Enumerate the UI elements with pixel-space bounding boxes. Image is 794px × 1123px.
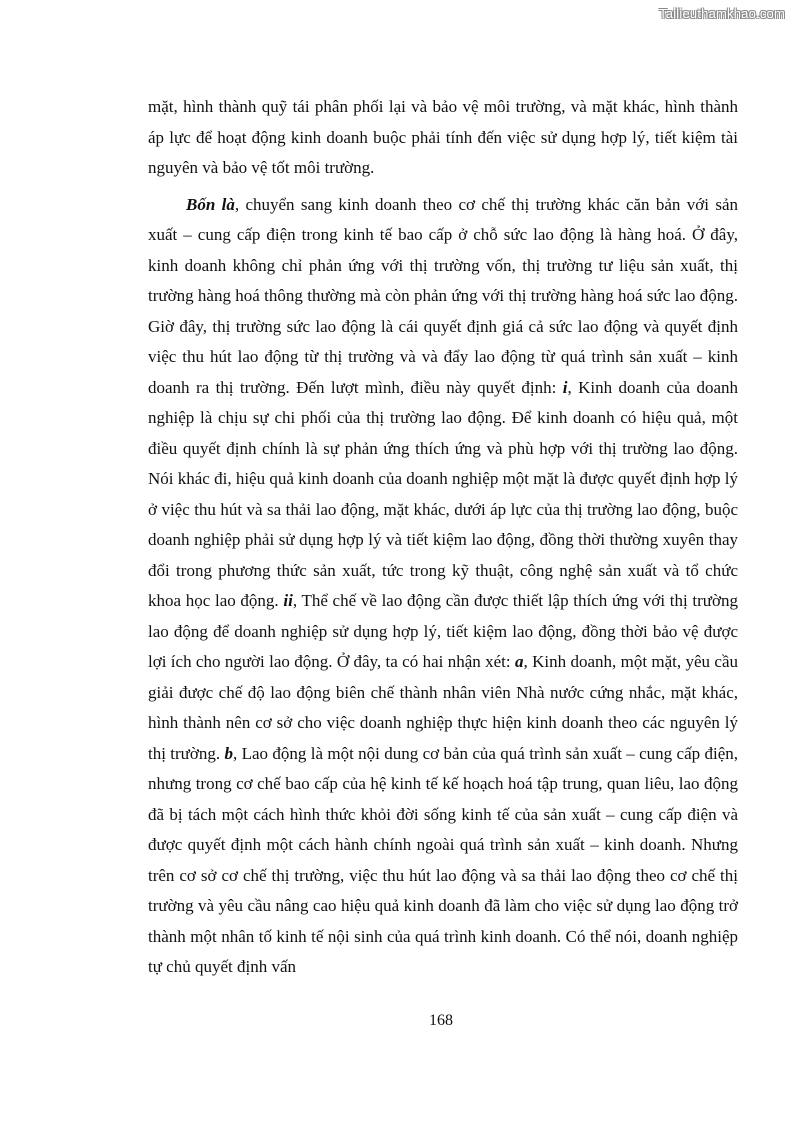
paragraph-2-part-5: , Lao động là một nội dung cơ bản của quá trình sản xuất – cung cấp điện, nhưng trong cơ chế bao cấp của hệ kinh tế kế hoạch hoá tập trung, quan liêu, lao động đã bị tách một cách hình thức khỏi đời sống kinh tế của sản xuất – cung cấp điện và được quyết định một cách hành chính ngoài quá trình sản xuất – kinh doanh. Nhưng trên cơ sở cơ chế thị trường, việc thu hút lao động và sa thải lao động theo cơ chế thị trường và yêu cầu nâng cao hiệu quả kinh doanh đã làm cho việc sử dụng lao động trở thành một nhân tố kinh tế nội sinh của quá trình kinh doanh. Có thể nói, doanh nghiệp tự chủ quyết định vấn xyxy=(148,743,738,976)
paragraph-2-part-2: , Kinh doanh của doanh nghiệp là chịu sự chi phối của thị trường lao động. Để kinh doanh có hiệu quả, một điều quyết định chính là sự phản ứng thích ứng và phù hợp với thị trường lao động. Nói khác đi, hiệu quả kinh doanh của doanh nghiệp một mặt là được quyết định hợp lý ở việc thu hút và sa thải lao động, mặt khác, dưới áp lực của thị trường lao động, buộc doanh nghiệp phải sử dụng hợp lý và tiết kiệm lao động, đồng thời thường xuyên thay đổi trong phương thức sản xuất, tức trong kỹ thuật, công nghệ sản xuất và tổ chức khoa học lao động. xyxy=(148,377,738,610)
marker-ii: ii xyxy=(283,591,293,610)
paragraph-2-part-3: , Thể chế về lao động cần được thiết lập thích ứng với thị trường lao động để doanh nghiệp sử dụng hợp lý, tiết kiệm lao động, đồng thời bảo vệ được lợi ích cho người lao động. Ở đây, ta có hai nhận xét: xyxy=(148,591,738,671)
paragraph-1: mặt, hình thành quỹ tái phân phối lại và bảo vệ môi trường, và mặt khác, hình thành áp lực để hoạt động kinh doanh buộc phải tính đến việc sử dụng hợp lý, tiết kiệm tài nguyên và bảo vệ tốt môi trường. xyxy=(148,97,738,177)
document-body xyxy=(148,92,738,983)
paragraph-2 xyxy=(148,190,738,983)
marker-i: i xyxy=(562,377,568,397)
marker-b: b xyxy=(224,743,233,763)
page-number: 168 xyxy=(429,1012,453,1029)
paragraph-2-lead: Bốn là xyxy=(186,194,235,214)
paragraph-2-part-4: , Kinh doanh, một mặt, yêu cầu giải được chế độ lao động biên chế thành nhân viên Nhà nước cứng nhắc, mặt khác, hình thành nên cơ sở cho việc doanh nghiệp thực hiện kinh doanh theo các nguyên lý thị trường. xyxy=(148,652,738,763)
marker-a: a xyxy=(514,652,524,671)
paragraph-2-part-1: , chuyển sang kinh doanh theo cơ chế thị trường khác căn bản với sản xuất – cung cấp điện trong kinh tế bao cấp ở chỗ sức lao động là hàng hoá. Ở đây, kinh doanh không chỉ phản ứng với thị trường vốn, thị trường tư liệu sản xuất, thị trường hàng hoá thông thường mà còn phản ứng với thị trường hàng hoá sức lao động. Giờ đây, thị trường sức lao động là cái quyết định giá cả sức lao động và quyết định việc thu hút lao động từ thị trường và và đẩy lao động từ quá trình sản xuất – kinh doanh ra thị trường. Đến lượt mình, điều này quyết định: xyxy=(148,194,738,397)
watermark: Tailieuthamkhao.com xyxy=(659,6,785,21)
